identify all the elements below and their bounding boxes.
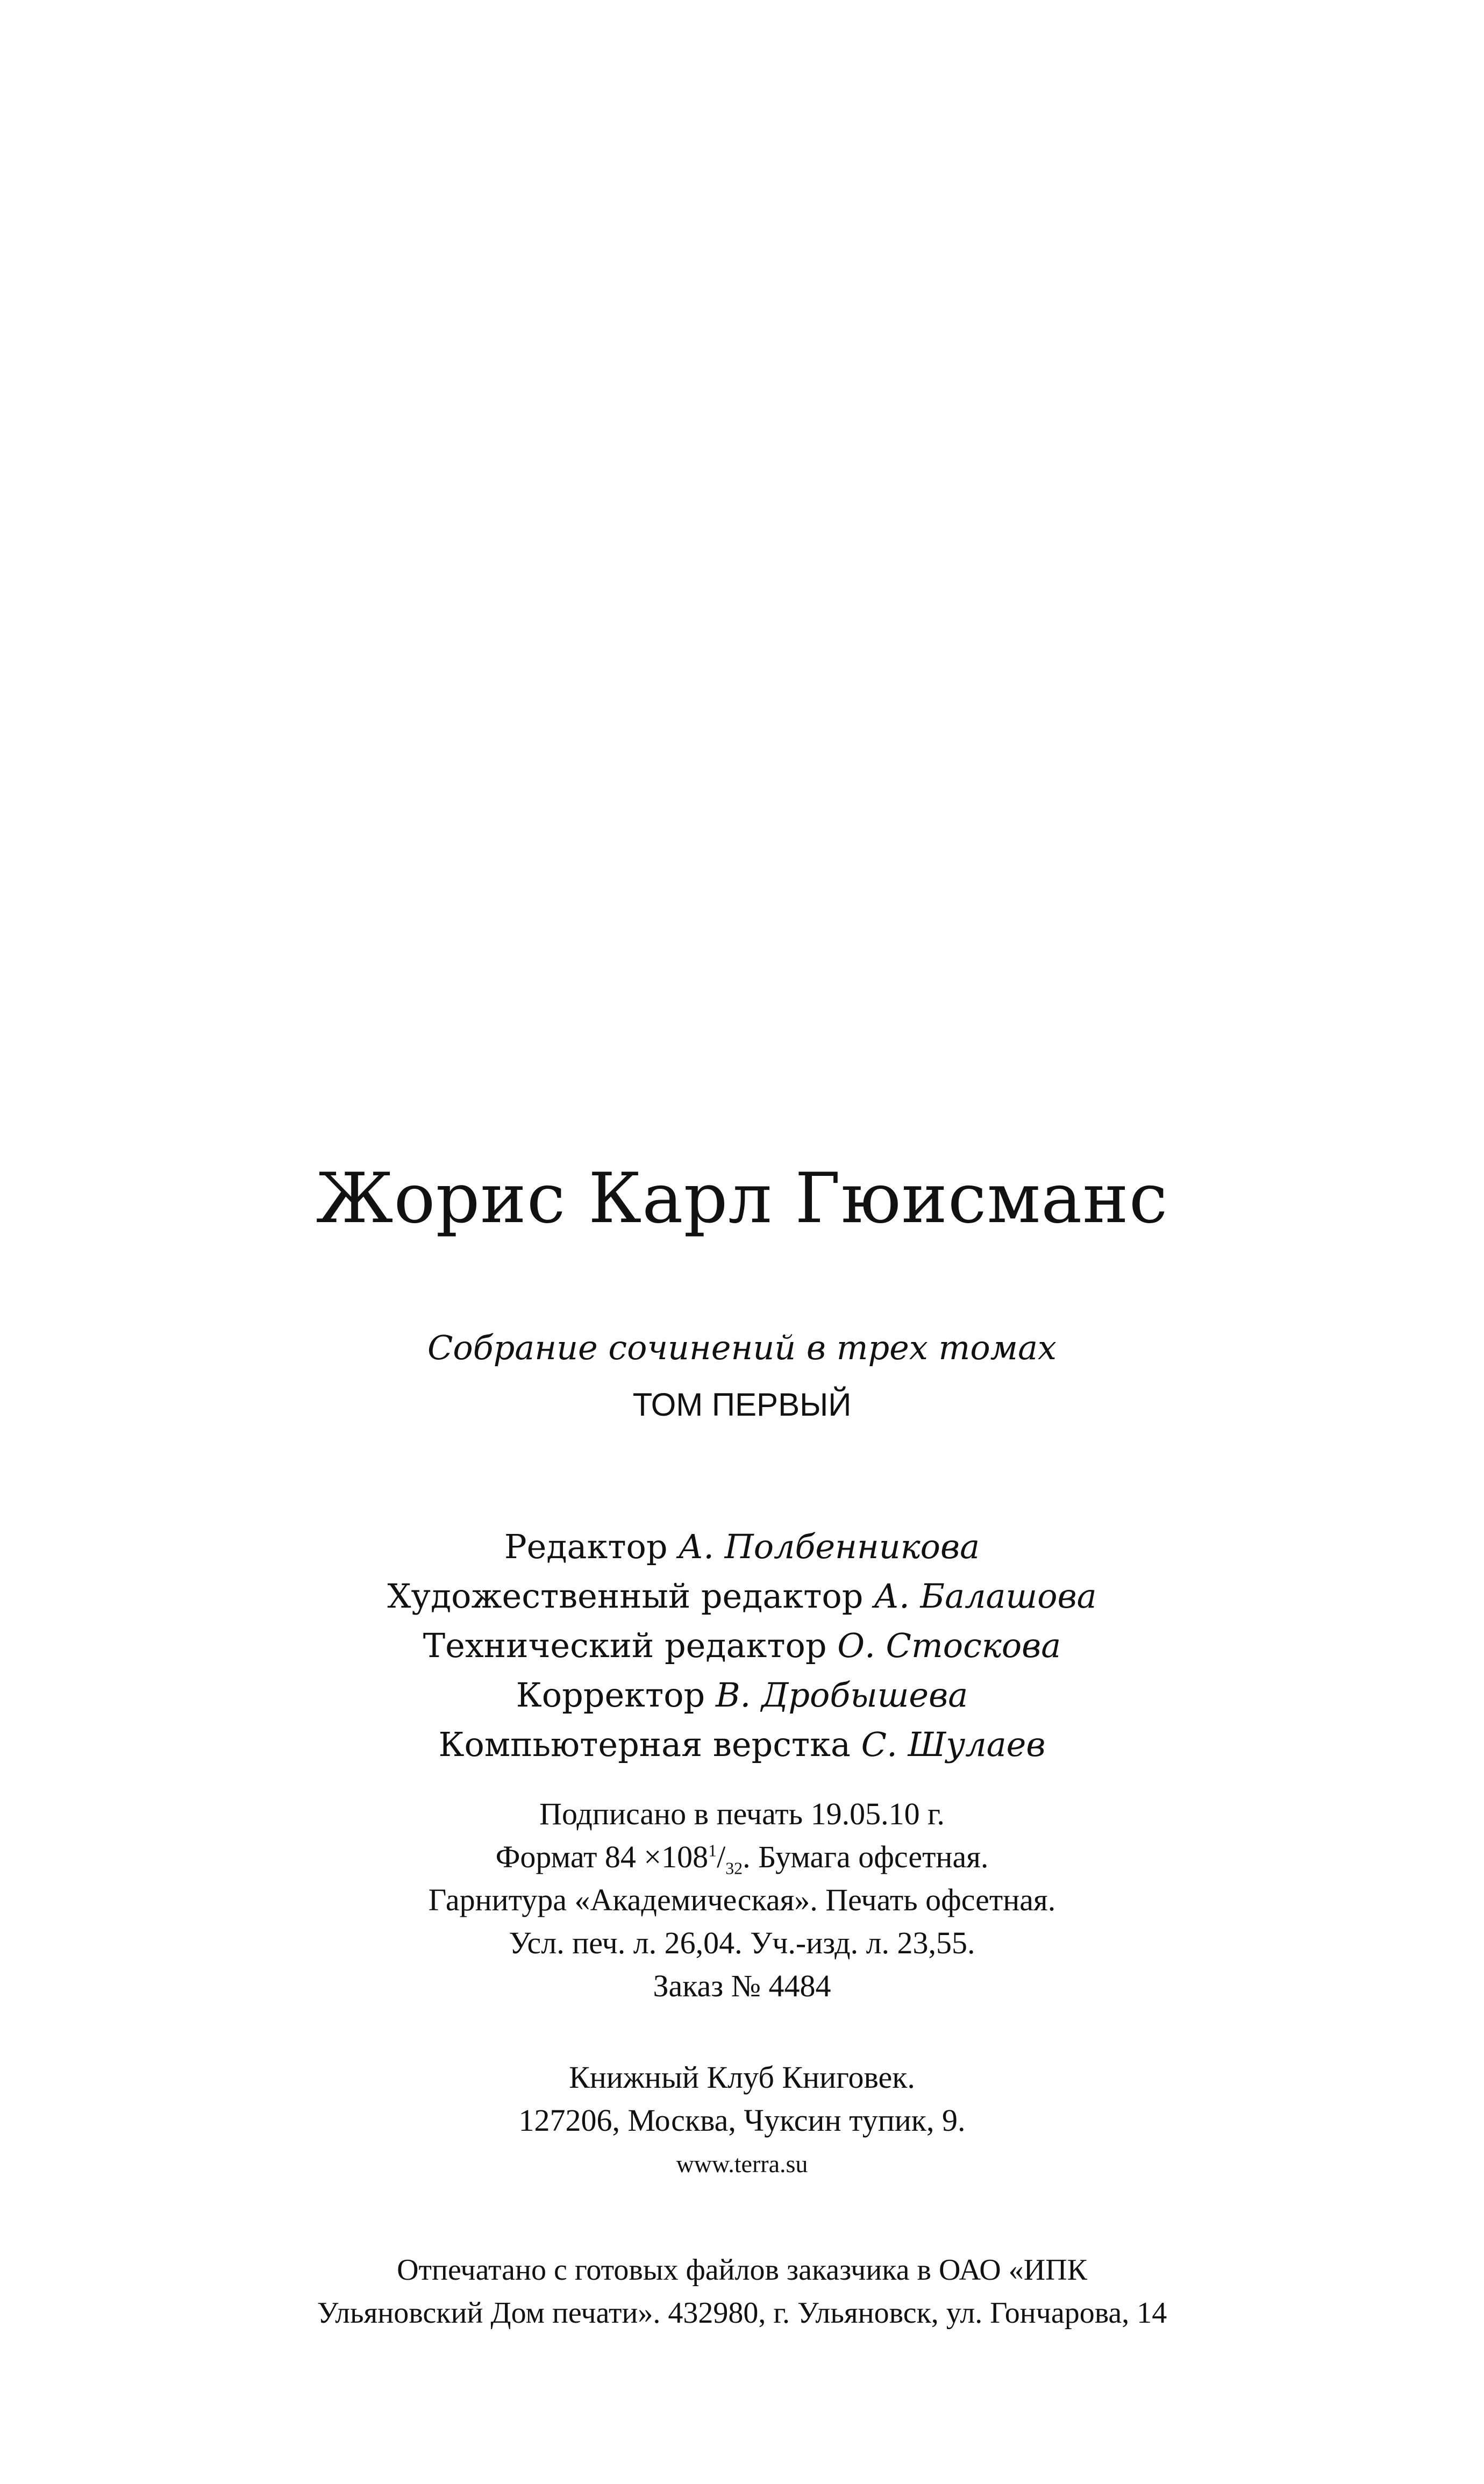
- printer-line-1: Отпечатано с готовых файлов заказчика в ОАО «ИПК: [397, 2253, 1087, 2287]
- format-suffix: . Бумага офсетная.: [743, 1839, 989, 1874]
- imprint-sheets: Усл. печ. л. 26,04. Уч.-изд. л. 23,55.: [509, 1925, 975, 1960]
- format-numerator: 1: [708, 1841, 717, 1860]
- credit-role: Корректор: [516, 1675, 705, 1715]
- format-slash: /: [717, 1839, 726, 1874]
- credit-editor: [0, 1527, 1484, 1566]
- imprint-typeface: Гарнитура «Академическая». Печать офсетная.: [428, 1882, 1056, 1917]
- credit-person: А. Балашова: [874, 1576, 1097, 1616]
- printer-line-2: Ульяновский Дом печати». 432980, г. Ульяновск, ул. Гончарова, 14: [317, 2296, 1167, 2330]
- credit-layout: [0, 1725, 1484, 1764]
- credit-role: Редактор: [504, 1527, 668, 1566]
- credit-role: Художественный редактор: [387, 1576, 864, 1616]
- credit-person: А. Полбенникова: [678, 1527, 980, 1566]
- credit-person: С. Шулаев: [861, 1725, 1046, 1764]
- volume-label: ТОМ ПЕРВЫЙ: [632, 1387, 852, 1423]
- imprint-format: [0, 1839, 1484, 1879]
- credit-technical-editor: [0, 1626, 1484, 1665]
- credit-art-editor: [0, 1576, 1484, 1616]
- publisher-website: www.terra.su: [676, 2150, 808, 2178]
- author-name: Жорис Карл Гюисманс: [316, 1159, 1168, 1239]
- imprint-signed: Подписано в печать 19.05.10 г.: [539, 1796, 945, 1831]
- credit-proofreader: [0, 1675, 1484, 1715]
- publisher-name: Книжный Клуб Книговек.: [569, 2060, 915, 2095]
- credit-person: В. Дробышева: [715, 1675, 968, 1715]
- collection-subtitle: Собрание сочинений в трех томах: [427, 1328, 1057, 1367]
- credit-role: Технический редактор: [423, 1626, 827, 1665]
- publisher-address: 127206, Москва, Чуксин тупик, 9.: [518, 2103, 966, 2138]
- credit-person: О. Стоскова: [837, 1626, 1061, 1665]
- format-prefix: Формат 84 ×108: [495, 1839, 709, 1874]
- format-denominator: 32: [725, 1859, 743, 1878]
- credit-role: Компьютерная верстка: [438, 1725, 851, 1764]
- imprint-order: Заказ № 4484: [653, 1968, 831, 2003]
